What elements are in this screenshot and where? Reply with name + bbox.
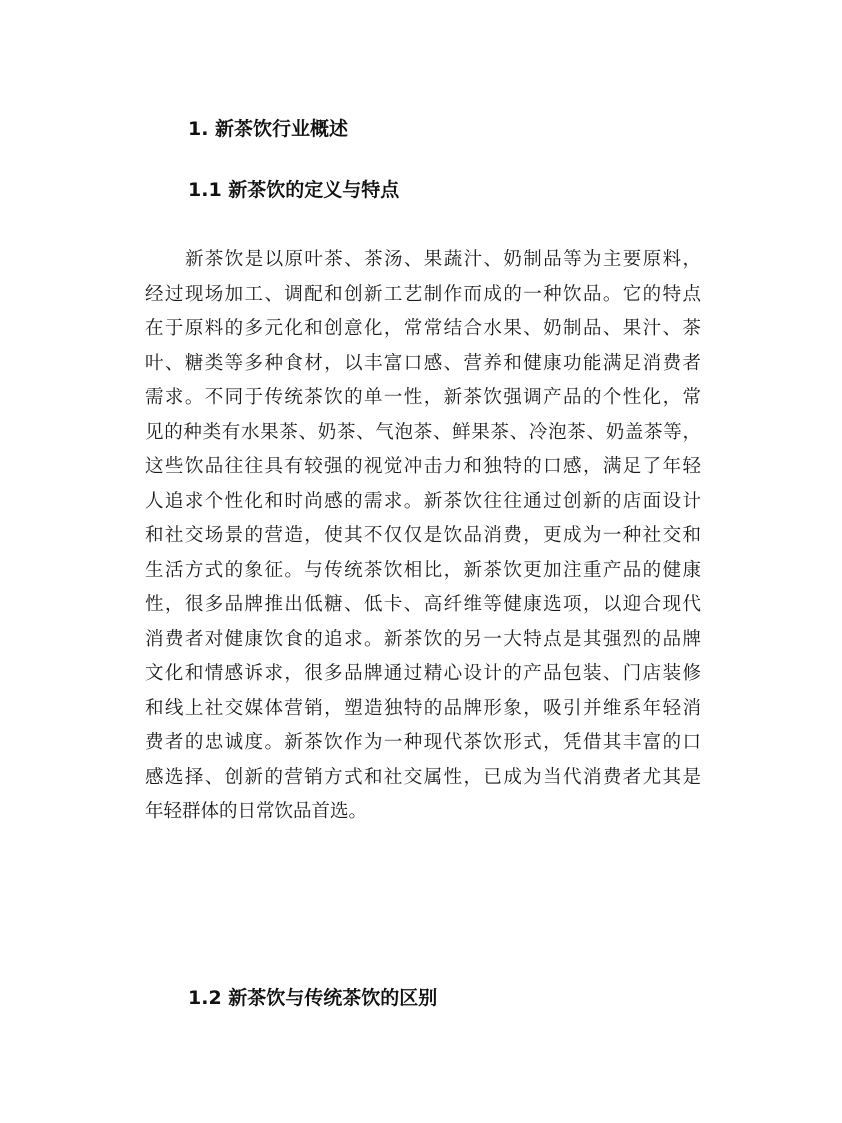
paragraph-line: 性，很多品牌推出低糖、低卡、高纤维等健康选项，以迎合现代 <box>145 594 701 615</box>
paragraph-line: 新茶饮是以原叶茶、茶汤、果蔬汁、奶制品等为主要原料， <box>185 249 701 270</box>
paragraph-line: 需求。不同于传统茶饮的单一性，新茶饮强调产品的个性化，常 <box>145 387 701 408</box>
section-heading-1-1: 1.1 新茶饮的定义与特点 <box>188 179 400 201</box>
paragraph-line: 消费者对健康饮食的追求。新茶饮的另一大特点是其强烈的品牌 <box>145 628 701 650</box>
paragraph-line: 感选择、创新的营销方式和社交属性，已成为当代消费者尤其是 <box>145 766 701 788</box>
paragraph-line: 在于原料的多元化和创意化，常常结合水果、奶制品、果汁、茶 <box>145 318 701 339</box>
paragraph-line: 费者的忠诚度。新茶饮作为一种现代茶饮形式，凭借其丰富的口 <box>145 732 701 753</box>
paragraph-line: 生活方式的象征。与传统茶饮相比，新茶饮更加注重产品的健康 <box>145 559 701 581</box>
paragraph-line: 人追求个性化和时尚感的需求。新茶饮往往通过创新的店面设计 <box>145 490 701 512</box>
paragraph-line: 叶、糖类等多种食材，以丰富口感、营养和健康功能满足消费者 <box>145 352 701 374</box>
section-1-1-paragraph <box>145 243 701 830</box>
chapter-heading: 1. 新茶饮行业概述 <box>188 118 349 140</box>
paragraph-line: 和社交场景的营造，使其不仅仅是饮品消费，更成为一种社交和 <box>145 525 701 546</box>
paragraph-line: 这些饮品往往具有较强的视觉冲击力和独特的口感，满足了年轻 <box>145 456 701 477</box>
paragraph-line: 经过现场加工、调配和创新工艺制作而成的一种饮品。它的特点 <box>145 283 701 305</box>
section-heading-1-2: 1.2 新茶饮与传统茶饮的区别 <box>188 987 438 1009</box>
paragraph-line: 和线上社交媒体营销，塑造独特的品牌形象，吸引并维系年轻消 <box>145 697 701 719</box>
paragraph-line: 文化和情感诉求，很多品牌通过精心设计的产品包装、门店装修 <box>145 663 701 684</box>
paragraph-line: 见的种类有水果茶、奶茶、气泡茶、鲜果茶、冷泡茶、奶盖茶等， <box>145 421 701 443</box>
paragraph-line: 年轻群体的日常饮品首选。 <box>145 801 368 822</box>
